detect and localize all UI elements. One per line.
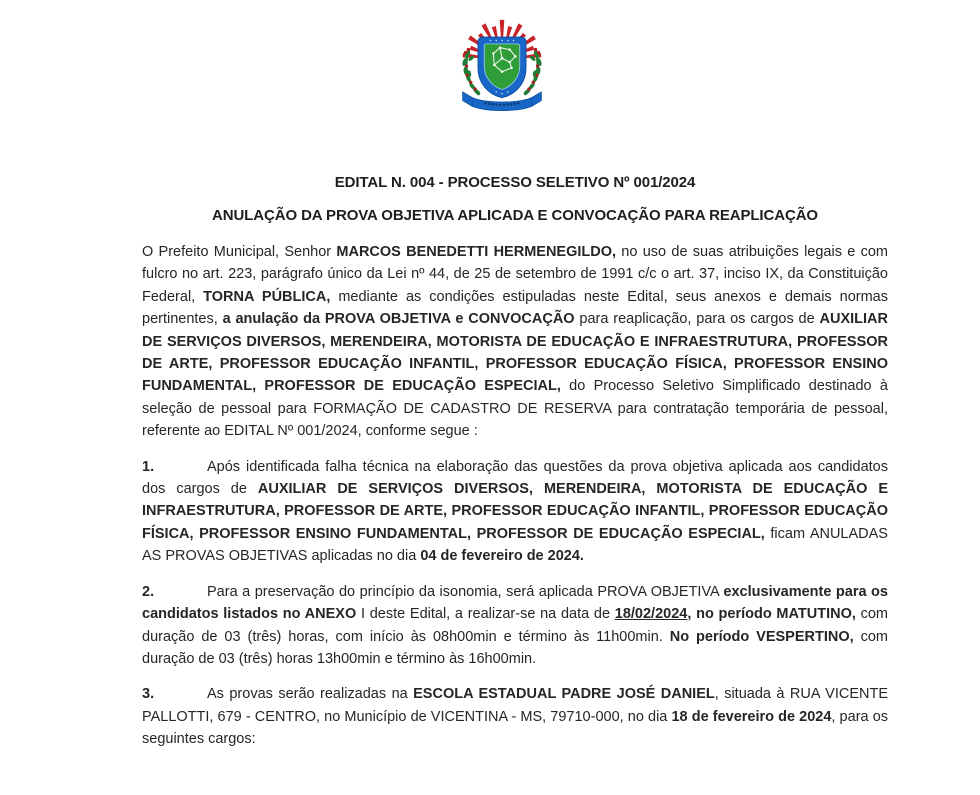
- text-run: a anulação da PROVA OBJETIVA e CONVOCAÇÃO: [222, 311, 575, 328]
- text-run: MARCOS BENEDETTI HERMENEGILDO,: [336, 244, 617, 260]
- text-run: com duração de 03 (três) horas, com início às 08h00min e término às 11h00min.: [142, 606, 889, 645]
- item-1-text: [142, 459, 888, 565]
- item-3-number: 3.: [142, 686, 155, 703]
- text-run: com duração de 03 (três) horas 13h00min e término às 16h00min.: [142, 628, 889, 667]
- document-body: [142, 241, 888, 751]
- item-3-paragraph: [142, 683, 888, 750]
- text-run: , para os seguintes cargos:: [142, 708, 889, 748]
- text-run: 18 de fevereiro de 2024: [671, 708, 832, 725]
- crest-container: [0, 0, 980, 117]
- text-run: O Prefeito Municipal, Senhor: [142, 244, 337, 260]
- text-run: , situada à RUA VICENTE PALLOTTI, 679 - CENTRO, no Município de VICENTINA - MS, 79710-000, no dia: [142, 686, 888, 725]
- text-run: Após identificada falha técnica na elaboração das questões da prova objetiva aplicada aos candidatos dos cargos de: [142, 458, 888, 498]
- text-run: ficam ANULADAS AS PROVAS OBJETIVAS aplicadas no dia: [142, 525, 888, 565]
- item-2-number: 2.: [142, 583, 155, 600]
- text-run: no uso de suas atribuições legais e com fulcro no art. 223, parágrafo único da Lei nº 44, de 25 de setembro de 1991 c/c o art. 37, inciso IX, da Constituição Federal,: [142, 244, 888, 305]
- edital-title: EDITAL N. 004 - PROCESSO SELETIVO Nº 001/2024: [334, 174, 696, 191]
- item-1-number: 1.: [142, 458, 155, 475]
- text-run: AUXILIAR DE SERVIÇOS DIVERSOS, MERENDEIRA, MOTORISTA DE EDUCAÇÃO E INFRAESTRUTURA, PROFESSOR DE ARTE, PROFESSOR EDUCAÇÃO INFANTIL, PROFESSOR EDUCAÇÃO FÍSICA, PROFESSOR ENSINO FUNDAMENTAL, PROFESSOR DE EDUCAÇÃO ESPECIAL,: [142, 311, 888, 395]
- edital-subtitle: ANULAÇÃO DA PROVA OBJETIVA APLICADA E CONVOCAÇÃO PARA REAPLICAÇÃO: [211, 207, 819, 224]
- text-run: Para a preservação do princípio da isonomia, será aplicada PROVA OBJETIVA: [207, 583, 724, 600]
- text-run: No período VESPERTINO,: [669, 628, 854, 645]
- text-run: 04 de fevereiro de 2024.: [420, 548, 584, 565]
- text-run: TORNA PÚBLICA,: [203, 288, 331, 305]
- item-1-paragraph: [142, 456, 888, 568]
- text-run: para reaplicação, para os cargos de: [574, 311, 820, 328]
- intro-paragraph: [142, 241, 888, 443]
- coat-of-arms-icon: [454, 13, 550, 117]
- text-run: I deste Edital, a realizar-se na data de: [356, 606, 615, 623]
- item-2-text: [142, 584, 888, 667]
- crest-shield: [478, 37, 526, 97]
- text-run: , no período MATUTINO,: [687, 606, 856, 623]
- item-2-paragraph: [142, 581, 888, 671]
- text-run: mediante as condições estipuladas neste Edital, seus anexos e demais normas pertinentes,: [142, 288, 888, 328]
- text-run: AUXILIAR DE SERVIÇOS DIVERSOS, MERENDEIRA, MOTORISTA DE EDUCAÇÃO E INFRAESTRUTURA, PROFESSOR DE ARTE, PROFESSOR EDUCAÇÃO INFANTIL, PROFESSOR EDUCAÇÃO FÍSICA, PROFESSOR ENSINO FUNDAMENTAL, PROFESSOR DE EDUCAÇÃO ESPECIAL,: [142, 481, 888, 542]
- text-run: exclusivamente para os candidatos listados no ANEXO: [142, 583, 888, 623]
- text-run: 18/02/2024: [614, 606, 688, 623]
- item-3-text: [142, 686, 888, 747]
- text-run: ESCOLA ESTADUAL PADRE JOSÉ DANIEL: [413, 686, 715, 703]
- text-run: do Processo Seletivo Simplificado destinado à seleção de pessoal para FORMAÇÃO DE CADASTRO DE RESERVA para contratação temporária de pessoal, referente ao EDITAL Nº 001/2024, conforme segue :: [142, 378, 888, 440]
- text-run: As provas serão realizadas na: [207, 686, 414, 703]
